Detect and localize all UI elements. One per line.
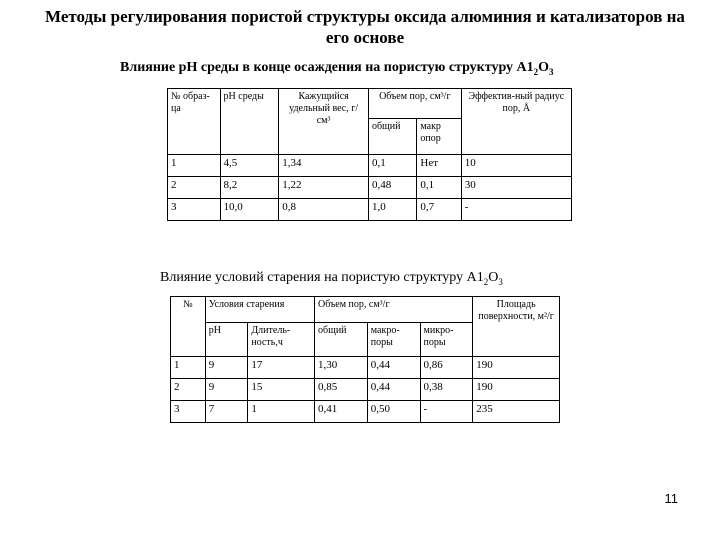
table1-caption-text: Влияние рН среды в конце осаждения на пористую структуру А1 xyxy=(120,60,534,75)
page-title: Методы регулирования пористой структуры оксида алюминия и катализаторов на его основе xyxy=(45,7,685,47)
cell: 1,30 xyxy=(315,357,368,379)
cell: 1,22 xyxy=(279,177,369,199)
cell: Нет xyxy=(417,155,461,177)
table-row xyxy=(168,199,572,221)
cell: 0,85 xyxy=(315,379,368,401)
header-total: общий xyxy=(368,119,416,155)
cell: 190 xyxy=(473,357,560,379)
cell: 0,8 xyxy=(279,199,369,221)
header-pore-volume: Объем пор, см³/г xyxy=(368,89,461,119)
table-row xyxy=(168,155,572,177)
cell: 0,1 xyxy=(368,155,416,177)
cell: 8,2 xyxy=(220,177,279,199)
table2-caption xyxy=(160,270,503,287)
header-surface-area: Площадь поверхности, м²/г xyxy=(473,297,560,357)
table2-caption-o: О xyxy=(488,270,499,285)
cell: 190 xyxy=(473,379,560,401)
cell: 9 xyxy=(205,357,248,379)
cell: 0,38 xyxy=(420,379,473,401)
table1-caption xyxy=(120,60,554,77)
header-pore-volume: Объем пор, см³/г xyxy=(315,297,473,323)
cell: 15 xyxy=(248,379,315,401)
table2-caption-sub2: 3 xyxy=(498,276,503,287)
header-macro: макр опор xyxy=(417,119,461,155)
cell: - xyxy=(420,401,473,423)
cell: 2 xyxy=(168,177,221,199)
header-ph: рН среды xyxy=(220,89,279,155)
cell: 0,44 xyxy=(367,357,420,379)
cell: 0,44 xyxy=(367,379,420,401)
cell: - xyxy=(461,199,571,221)
page-number: 11 xyxy=(664,491,678,506)
cell: 0,41 xyxy=(315,401,368,423)
table-row xyxy=(168,177,572,199)
cell: 1 xyxy=(168,155,221,177)
cell: 7 xyxy=(205,401,248,423)
header-ph: рН xyxy=(205,323,248,357)
cell: 10 xyxy=(461,155,571,177)
table2-caption-sub: 2 xyxy=(483,276,489,287)
cell: 0,86 xyxy=(420,357,473,379)
cell: 9 xyxy=(205,379,248,401)
table1-caption-o: О xyxy=(538,60,550,75)
cell: 235 xyxy=(473,401,560,423)
table-row xyxy=(171,379,560,401)
table1-caption-sub2: 3 xyxy=(549,66,554,77)
cell: 1,0 xyxy=(368,199,416,221)
header-duration: Длитель-ность,ч xyxy=(248,323,315,357)
cell: 30 xyxy=(461,177,571,199)
aging-influence-table xyxy=(170,296,560,423)
cell: 0,1 xyxy=(417,177,461,199)
cell: 1,34 xyxy=(279,155,369,177)
cell: 1 xyxy=(171,357,206,379)
header-micropores: микро-поры xyxy=(420,323,473,357)
cell: 0,48 xyxy=(368,177,416,199)
table2-caption-text: Влияние условий старения на пористую структуру А1 xyxy=(160,270,484,285)
header-total: общий xyxy=(315,323,368,357)
header-macropores: макро-поры xyxy=(367,323,420,357)
table-row xyxy=(171,401,560,423)
ph-influence-table xyxy=(167,88,572,221)
cell: 2 xyxy=(171,379,206,401)
cell: 0,7 xyxy=(417,199,461,221)
cell: 10,0 xyxy=(220,199,279,221)
cell: 3 xyxy=(168,199,221,221)
cell: 0,50 xyxy=(367,401,420,423)
cell: 17 xyxy=(248,357,315,379)
header-aging-conditions: Условия старения xyxy=(205,297,314,323)
header-sample-number: № образ-ца xyxy=(168,89,221,155)
cell: 1 xyxy=(248,401,315,423)
header-number: № xyxy=(171,297,206,357)
cell: 4,5 xyxy=(220,155,279,177)
cell: 3 xyxy=(171,401,206,423)
table1-caption-sub: 2 xyxy=(533,66,539,77)
header-effective-radius: Эффектив-ный радиус пор, Å xyxy=(461,89,571,155)
header-density: Кажущийся удельный вес, г/см³ xyxy=(279,89,369,155)
table-row xyxy=(171,357,560,379)
